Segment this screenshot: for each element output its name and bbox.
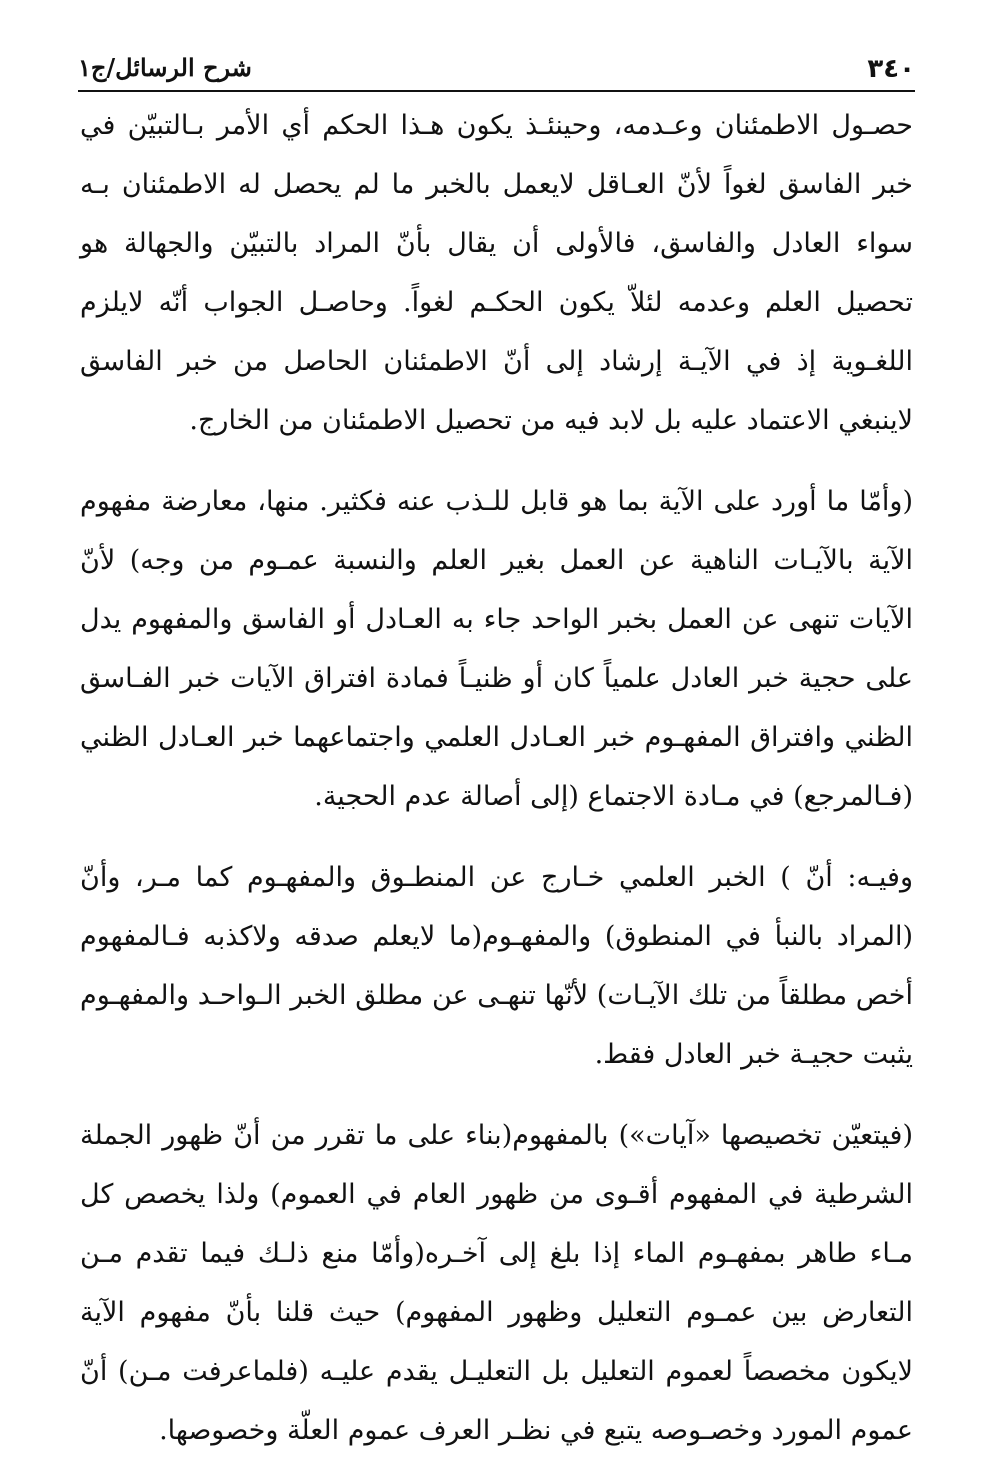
running-title: شرح الرسائل/ج١ [78, 53, 252, 82]
paragraph-1: حصـول الاطمئنان وعـدمه، وحينئـذ يكون هـذا الحكم أي الأمر بـالتبيّن في خبر الفاسق لغواً لأنّ العـاقل لايعمل بالخبر ما لم يحصل له الاطمئنان بـه سواء العادل والفاسق، فالأولى أن يقال بأنّ المراد بالتبيّن والجهالة هو تحصيل العلم وعدمه لئلاّ يكون الحكـم لغواً. وحاصـل الجواب أنّه لايلزم اللغـوية إذ في الآيـة إرشاد إلى أنّ الاطمئنان الحاصل من خبر الفاسق لاينبغي الاعتماد عليه بل لابد فيه من تحصيل الاطمئنان من الخارج. [80, 110, 913, 436]
paragraph-3: وفيـه: أنّ ) الخبر العلمي خـارج عن المنطـوق والمفهـوم كما مـر، وأنّ (المراد بالنبأ في المنطوق) والمفهـوم(ما لايعلم صدقه ولاكذبه فـالمفهوم أخص مطلقاً من تلك الآيـات) لأنّها تنهـى عن مطلق الخبر الـواحـد والمفهـوم يثبت حجيـة خبر العادل فقط. [80, 862, 913, 1070]
page-number: ٣٤٠ [867, 54, 915, 84]
page-header [78, 40, 915, 92]
body-text [80, 96, 913, 1482]
paragraph-4: (فيتعيّن تخصيصها «آيات») بالمفهوم(بناء على ما تقرر من أنّ ظهور الجملة الشرطية في المفهوم أقـوى من ظهور العام في العموم) ولذا يخصص كل مـاء طاهر بمفهـوم الماء إذا بلغ إلى آخـره(وأمّا منع ذلـك فيما تقدم مـن التعارض بين عمـوم التعليل وظهور المفهوم) حيث قلنا بأنّ مفهوم الآية لايكون مخصصاً لعموم التعليل بل التعليـل يقدم عليـه (فلماعرفت مـن) أنّ عموم المورد وخصـوصه يتبع في نظـر العرف عموم العلّة وخصوصها. [80, 1120, 913, 1446]
paragraph-2: (وأمّا ما أورد على الآية بما هو قابل للـذب عنه فكثير. منها، معارضة مفهوم الآية بالآيـات الناهية عن العمل بغير العلم والنسبة عمـوم من وجه) لأنّ الآيات تنهى عن العمل بخبر الواحد جاء به العـادل أو الفاسق والمفهوم يدل على حجية خبر العادل علمياً كان أو ظنيـاً فمادة افتراق الآيات خبر الفـاسق الظني وافتراق المفهـوم خبر العـادل العلمي واجتماعهما خبر العـادل الظني (فـالمرجع) في مـادة الاجتماع (إلى أصالة عدم الحجية. [80, 486, 913, 812]
